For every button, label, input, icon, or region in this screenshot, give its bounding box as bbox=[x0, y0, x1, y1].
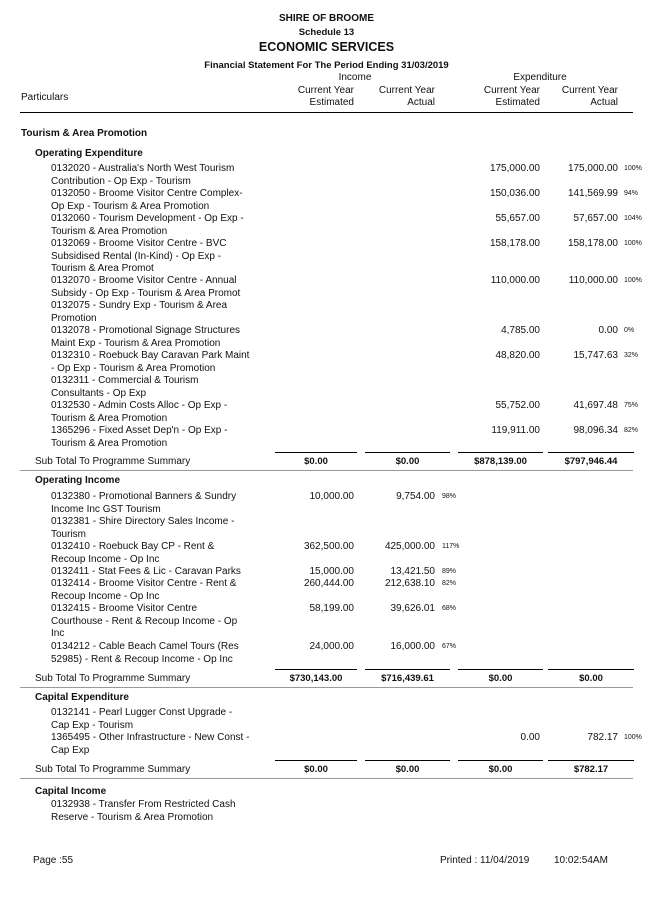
percent-exp-pct: 100% bbox=[624, 734, 642, 741]
line-item-description bbox=[51, 603, 256, 641]
subtotal-rule bbox=[275, 760, 357, 761]
subtotal-rule bbox=[548, 669, 634, 670]
percent-inc-pct: 89% bbox=[442, 568, 457, 575]
description-line: Tourism & Area Promotion bbox=[51, 225, 168, 237]
amount-exp-est: 4,785.00 bbox=[501, 325, 540, 336]
description-line: 0132069 - Broome Visitor Centre - BVC bbox=[51, 238, 227, 249]
subtotal-underline bbox=[20, 778, 633, 779]
amount-exp-act: 141,569.99 bbox=[567, 188, 618, 199]
amount-inc-act: 16,000.00 bbox=[390, 641, 435, 652]
subtotal-exp-est: $0.00 bbox=[488, 764, 513, 775]
description-line: 0132381 - Shire Directory Sales Income - bbox=[51, 516, 235, 527]
description-line: Cap Exp - Tourism bbox=[51, 719, 134, 731]
income-actual-header: Current Year Actual bbox=[378, 85, 435, 108]
amount-inc-act: 212,638.10 bbox=[384, 578, 435, 589]
section-title: Capital Expenditure bbox=[35, 692, 129, 703]
subtotal-label: Sub Total To Programme Summary bbox=[35, 456, 191, 467]
description-line: Promotion bbox=[51, 312, 97, 324]
amount-exp-act: 110,000.00 bbox=[568, 275, 618, 286]
amount-exp-act: 41,697.48 bbox=[573, 400, 618, 411]
description-line: Inc bbox=[51, 628, 65, 639]
line-item-description bbox=[51, 541, 256, 566]
printed-date: Printed : 11/04/2019 bbox=[440, 855, 530, 866]
subtotal-rule bbox=[548, 452, 634, 453]
description-line: 0132078 - Promotional Signage Structures bbox=[51, 325, 241, 336]
amount-inc-est: 10,000.00 bbox=[309, 491, 354, 502]
description-line: Reserve - Tourism & Area Promotion bbox=[51, 811, 214, 823]
section-title: Capital Income bbox=[35, 786, 107, 797]
description-line: 0132070 - Broome Visitor Centre - Annual bbox=[51, 275, 237, 286]
amount-exp-est: 55,752.00 bbox=[495, 400, 540, 411]
expenditure-estimated-header: Current Year Estimated bbox=[483, 85, 540, 108]
line-item-description bbox=[51, 425, 256, 450]
amount-exp-est: 110,000.00 bbox=[490, 275, 540, 286]
description-line: Consultants - Op Exp bbox=[51, 387, 147, 399]
printed-time: 10:02:54AM bbox=[554, 855, 608, 866]
amount-exp-act: 0.00 bbox=[598, 325, 618, 336]
amount-inc-est: 15,000.00 bbox=[309, 566, 354, 577]
subtotal-rule bbox=[275, 452, 357, 453]
subtotal-rule bbox=[458, 452, 543, 453]
description-line: 1365296 - Fixed Asset Dep'n - Op Exp - bbox=[51, 425, 228, 436]
percent-inc-pct: 117% bbox=[442, 543, 460, 550]
description-line: Op Exp - Tourism & Area Promotion bbox=[51, 200, 210, 212]
description-line: Maint Exp - Tourism & Area Promotion bbox=[51, 337, 221, 349]
subtotal-rule bbox=[458, 669, 543, 670]
percent-exp-pct: 94% bbox=[624, 190, 639, 197]
amount-inc-est: 58,199.00 bbox=[309, 603, 354, 614]
description-line: Subsidised Rental (In-Kind) - Op Exp - bbox=[51, 250, 222, 262]
line-item-description bbox=[51, 707, 256, 732]
line-item-description bbox=[51, 350, 256, 375]
subtotal-exp-est: $878,139.00 bbox=[474, 456, 527, 467]
amount-exp-act: 57,657.00 bbox=[573, 213, 618, 224]
line-item-description bbox=[51, 238, 256, 276]
description-line: Income Inc GST Tourism bbox=[51, 503, 161, 515]
page-number: Page :55 bbox=[33, 855, 74, 866]
description-line: 0132311 - Commercial & Tourism bbox=[51, 375, 199, 386]
description-line: Subsidy - Op Exp - Tourism & Area Promot bbox=[51, 287, 241, 299]
description-line: 0132380 - Promotional Banners & Sundry bbox=[51, 491, 237, 502]
description-line: Contribution - Op Exp - Tourism bbox=[51, 175, 191, 187]
amount-exp-est: 119,911.00 bbox=[491, 425, 540, 436]
description-line: Tourism & Area Promot bbox=[51, 263, 154, 274]
line-item-description bbox=[51, 578, 256, 603]
amount-exp-act: 98,096.34 bbox=[573, 425, 618, 436]
amount-exp-est: 48,820.00 bbox=[495, 350, 540, 361]
percent-exp-pct: 100% bbox=[624, 240, 642, 247]
amount-exp-est: 150,036.00 bbox=[489, 188, 540, 199]
subtotal-label: Sub Total To Programme Summary bbox=[35, 673, 191, 684]
schedule-label: Schedule 13 bbox=[298, 27, 355, 38]
description-line: 0132415 - Broome Visitor Centre bbox=[51, 603, 198, 614]
report-title: ECONOMIC SERVICES bbox=[258, 40, 395, 54]
percent-inc-pct: 82% bbox=[442, 580, 457, 587]
percent-inc-pct: 68% bbox=[442, 605, 457, 612]
percent-exp-pct: 0% bbox=[624, 327, 635, 334]
line-item-description bbox=[51, 516, 256, 541]
description-line: 0132938 - Transfer From Restricted Cash bbox=[51, 799, 236, 810]
income-estimated-header: Current Year Estimated bbox=[297, 85, 354, 108]
amount-inc-act: 9,754.00 bbox=[396, 491, 435, 502]
percent-inc-pct: 98% bbox=[442, 493, 457, 500]
description-line: 0134212 - Cable Beach Camel Tours (Res bbox=[51, 641, 239, 652]
report-period: Financial Statement For The Period Ending 31/03/2019 bbox=[204, 60, 449, 71]
amount-exp-est: 158,178.00 bbox=[489, 238, 540, 249]
subtotal-inc-act: $716,439.61 bbox=[381, 673, 434, 684]
subtotal-exp-est: $0.00 bbox=[488, 673, 513, 684]
organisation-name: SHIRE OF BROOME bbox=[278, 13, 374, 24]
description-line: 0132141 - Pearl Lugger Const Upgrade - bbox=[51, 707, 233, 718]
description-line: 0132411 - Stat Fees & Lic - Caravan Parks bbox=[51, 566, 241, 577]
description-line: 1365495 - Other Infrastructure - New Const - bbox=[51, 732, 250, 743]
expenditure-group-header: Expenditure bbox=[513, 72, 567, 83]
line-item-description bbox=[51, 566, 256, 579]
subtotal-rule bbox=[365, 452, 450, 453]
amount-exp-act: 782.17 bbox=[587, 732, 618, 743]
line-item-description bbox=[51, 799, 256, 824]
percent-exp-pct: 82% bbox=[624, 427, 639, 434]
line-item-description bbox=[51, 375, 256, 400]
description-line: Courthouse - Rent & Recoup Income - Op bbox=[51, 615, 238, 627]
description-line: - Op Exp - Tourism & Area Promotion bbox=[51, 362, 216, 374]
line-item-description bbox=[51, 163, 256, 188]
line-item-description bbox=[51, 400, 256, 425]
subtotal-exp-act: $797,946.44 bbox=[564, 456, 618, 467]
amount-exp-act: 158,178.00 bbox=[567, 238, 618, 249]
description-line: Tourism bbox=[51, 528, 87, 540]
description-line: Recoup Income - Op Inc bbox=[51, 590, 160, 602]
percent-exp-pct: 100% bbox=[624, 165, 642, 172]
percent-exp-pct: 104% bbox=[624, 215, 642, 222]
amount-inc-act: 13,421.50 bbox=[390, 566, 435, 577]
subtotal-inc-est: $730,143.00 bbox=[289, 673, 343, 684]
subtotal-label: Sub Total To Programme Summary bbox=[35, 764, 191, 775]
subtotal-inc-est: $0.00 bbox=[304, 456, 328, 467]
subtotal-rule bbox=[548, 760, 634, 761]
description-line: 0132050 - Broome Visitor Centre Complex- bbox=[51, 188, 243, 199]
section-title: Operating Income bbox=[35, 475, 121, 486]
amount-inc-act: 425,000.00 bbox=[384, 541, 435, 552]
subtotal-inc-est: $0.00 bbox=[304, 764, 328, 775]
header-rule bbox=[20, 112, 633, 113]
amount-exp-est: 55,657.00 bbox=[495, 213, 540, 224]
description-line: 0132060 - Tourism Development - Op Exp - bbox=[51, 213, 244, 224]
amount-inc-est: 362,500.00 bbox=[303, 541, 354, 552]
income-group-header: Income bbox=[338, 72, 372, 83]
amount-exp-act: 175,000.00 bbox=[567, 163, 618, 174]
percent-inc-pct: 67% bbox=[442, 643, 457, 650]
subtotal-exp-act: $0.00 bbox=[579, 673, 603, 684]
description-line: Tourism & Area Promotion bbox=[51, 437, 168, 449]
line-item-description bbox=[51, 732, 256, 757]
subtotal-exp-act: $782.17 bbox=[573, 764, 609, 775]
line-item-description bbox=[51, 188, 256, 213]
description-line: 0132410 - Roebuck Bay CP - Rent & bbox=[51, 541, 215, 552]
amount-exp-est: 0.00 bbox=[520, 732, 540, 743]
line-item-description bbox=[51, 213, 256, 238]
line-item-description bbox=[51, 491, 256, 516]
subtotal-inc-act: $0.00 bbox=[395, 764, 420, 775]
amount-exp-act: 15,747.63 bbox=[573, 350, 618, 361]
percent-exp-pct: 100% bbox=[624, 277, 642, 284]
subtotal-inc-act: $0.00 bbox=[395, 456, 420, 467]
percent-exp-pct: 75% bbox=[624, 402, 639, 409]
subtotal-rule bbox=[275, 669, 357, 670]
amount-inc-act: 39,626.01 bbox=[390, 603, 435, 614]
description-line: Cap Exp bbox=[51, 744, 90, 756]
description-line: 0132414 - Broome Visitor Centre - Rent & bbox=[51, 578, 237, 589]
amount-inc-est: 24,000.00 bbox=[309, 641, 354, 652]
subtotal-rule bbox=[458, 760, 543, 761]
description-line: Recoup Income - Op Inc bbox=[51, 553, 160, 565]
line-item-description bbox=[51, 325, 256, 350]
expenditure-actual-header: Current Year Actual bbox=[561, 85, 618, 108]
amount-inc-est: 260,444.00 bbox=[303, 578, 354, 589]
line-item-description bbox=[51, 641, 256, 666]
subtotal-rule bbox=[365, 760, 450, 761]
description-line: 52985) - Rent & Recoup Income - Op Inc bbox=[51, 653, 233, 665]
program-title: Tourism & Area Promotion bbox=[21, 128, 148, 139]
amount-exp-est: 175,000.00 bbox=[489, 163, 540, 174]
subtotal-underline bbox=[20, 470, 633, 471]
percent-exp-pct: 32% bbox=[624, 352, 639, 359]
subtotal-underline bbox=[20, 687, 633, 688]
description-line: Tourism & Area Promotion bbox=[51, 412, 168, 424]
description-line: 0132075 - Sundry Exp - Tourism & Area bbox=[51, 300, 228, 311]
particulars-header: Particulars bbox=[21, 92, 69, 103]
line-item-description bbox=[51, 300, 256, 325]
description-line: 0132310 - Roebuck Bay Caravan Park Maint bbox=[51, 350, 250, 361]
line-item-description bbox=[51, 275, 256, 300]
description-line: 0132530 - Admin Costs Alloc - Op Exp - bbox=[51, 400, 228, 411]
subtotal-rule bbox=[365, 669, 450, 670]
description-line: 0132020 - Australia's North West Tourism bbox=[51, 163, 235, 174]
section-title: Operating Expenditure bbox=[35, 148, 143, 159]
